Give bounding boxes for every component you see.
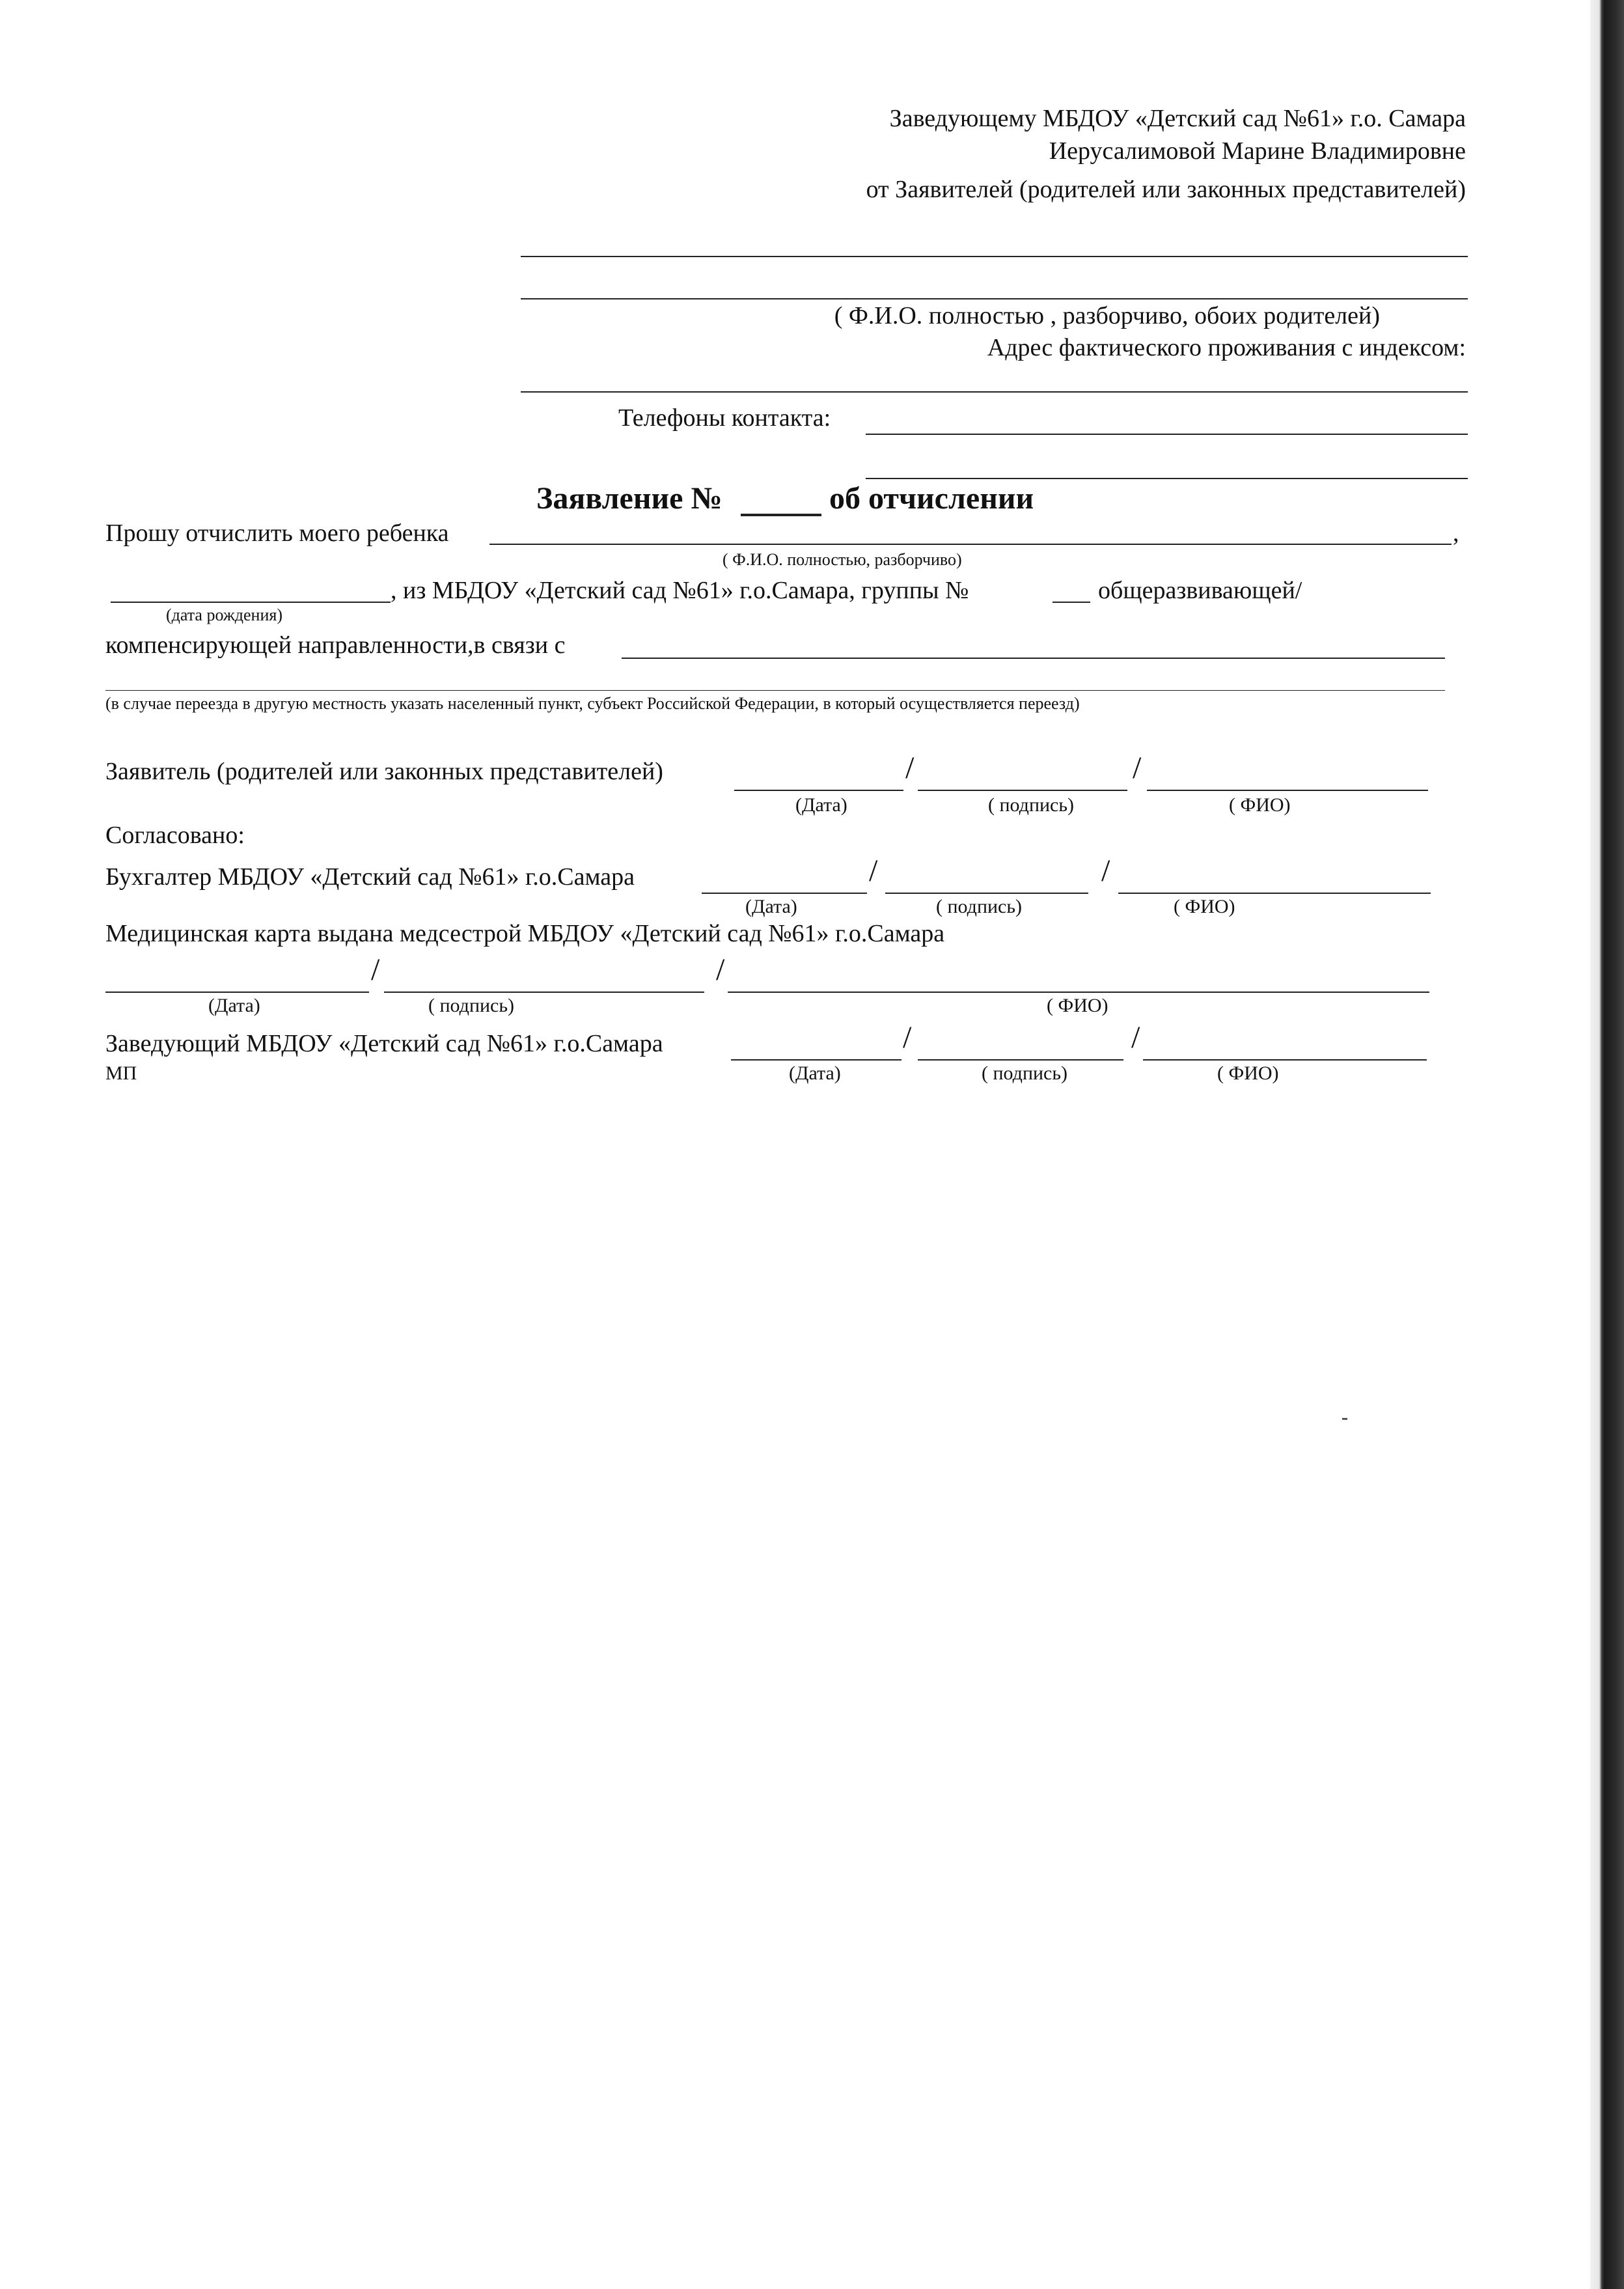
medcard-fio-hint: ( ФИО) — [1047, 995, 1108, 1016]
address-line[interactable] — [521, 391, 1468, 393]
applicant-fio-line[interactable] — [1147, 790, 1428, 791]
compensating-text: компенсирующей направленности,в связи с — [105, 631, 566, 659]
parent-name-line-1[interactable] — [521, 256, 1468, 257]
head-date-hint: (Дата) — [789, 1062, 841, 1084]
parent-fio-hint: ( Ф.И.О. полностью , разборчиво, обоих родителей) — [834, 302, 1380, 329]
address-label: Адрес фактического проживания с индексом: — [987, 334, 1466, 361]
applicant-fio-hint: ( ФИО) — [1229, 794, 1291, 816]
head-slash-2: / — [1131, 1020, 1140, 1055]
accountant-date-hint: (Дата) — [745, 896, 797, 917]
comma: , — [1453, 520, 1459, 547]
head-label: Заведующий МБДОУ «Детский сад №61» г.о.Самара — [105, 1030, 663, 1057]
accountant-slash-1: / — [869, 853, 878, 888]
head-fio-hint: ( ФИО) — [1217, 1062, 1279, 1084]
child-fio-hint: ( Ф.И.О. полностью, разборчиво) — [723, 550, 962, 569]
applicant-label: Заявитель (родителей или законных представителей) — [105, 758, 663, 785]
birth-date-line[interactable] — [111, 602, 391, 603]
child-name-line[interactable] — [489, 544, 1452, 545]
group-number-line[interactable] — [1053, 602, 1090, 603]
applicant-signature-hint: ( подпись) — [988, 794, 1075, 816]
accountant-fio-hint: ( ФИО) — [1174, 896, 1235, 917]
stamp-label: МП — [105, 1062, 137, 1084]
applicant-date-line[interactable] — [734, 790, 903, 791]
medcard-fio-line[interactable] — [728, 992, 1429, 993]
general-development-text: общеразвивающей/ — [1098, 577, 1302, 604]
applicant-slash-1: / — [905, 751, 915, 785]
accountant-date-line[interactable] — [702, 893, 867, 894]
medcard-date-line[interactable] — [105, 992, 369, 993]
accountant-label: Бухгалтер МБДОУ «Детский сад №61» г.о.Самара — [105, 863, 635, 891]
applicant-date-hint: (Дата) — [795, 794, 847, 816]
scan-page-edge — [1590, 0, 1624, 2289]
scan-speck — [1342, 1418, 1347, 1420]
medcard-slash-2: / — [716, 952, 725, 987]
medcard-signature-line[interactable] — [384, 992, 704, 993]
applicant-signature-line[interactable] — [918, 790, 1127, 791]
head-date-line[interactable] — [731, 1059, 901, 1061]
head-slash-1: / — [903, 1020, 912, 1055]
applicant-slash-2: / — [1133, 751, 1142, 785]
accountant-slash-2: / — [1101, 853, 1110, 888]
relocation-hint: (в случае переезда в другую местность указать населенный пункт, субъект Российской Федерации, в который осуществляется переезд) — [105, 694, 1080, 713]
reason-line-2[interactable] — [105, 690, 1445, 691]
addressee-line-1: Заведующему МБДОУ «Детский сад №61» г.о. Самара — [889, 105, 1466, 132]
agreed-label: Согласовано: — [105, 822, 245, 849]
head-signature-line[interactable] — [918, 1059, 1123, 1061]
request-label: Прошу отчислить моего ребенка — [105, 520, 449, 547]
addressee-line-2: Иерусалимовой Марине Владимировне — [1049, 137, 1466, 165]
accountant-fio-line[interactable] — [1118, 893, 1431, 894]
accountant-signature-line[interactable] — [885, 893, 1088, 894]
phone-line-2[interactable] — [866, 478, 1468, 479]
birth-date-hint: (дата рождения) — [166, 605, 283, 624]
title-suffix: об отчислении — [829, 481, 1034, 516]
application-number-line[interactable] — [741, 514, 821, 516]
medcard-label: Медицинская карта выдана медсестрой МБДОУ «Детский сад №61» г.о.Самара — [105, 920, 945, 947]
parent-name-line-2[interactable] — [521, 298, 1468, 299]
phones-label: Телефоны контакта: — [618, 404, 831, 432]
phone-line-1[interactable] — [866, 434, 1468, 435]
medcard-date-hint: (Дата) — [208, 995, 260, 1016]
accountant-signature-hint: ( подпись) — [936, 896, 1023, 917]
head-signature-hint: ( подпись) — [982, 1062, 1068, 1084]
reason-line-1[interactable] — [622, 658, 1445, 659]
head-fio-line[interactable] — [1143, 1059, 1427, 1061]
from-applicants-line: от Заявителей (родителей или законных представителей) — [866, 176, 1466, 203]
medcard-signature-hint: ( подпись) — [428, 995, 515, 1016]
medcard-slash-1: / — [371, 952, 380, 987]
from-kindergarten-text: , из МБДОУ «Детский сад №61» г.о.Самара, группы № — [391, 577, 969, 604]
title-prefix: Заявление № — [536, 481, 723, 516]
